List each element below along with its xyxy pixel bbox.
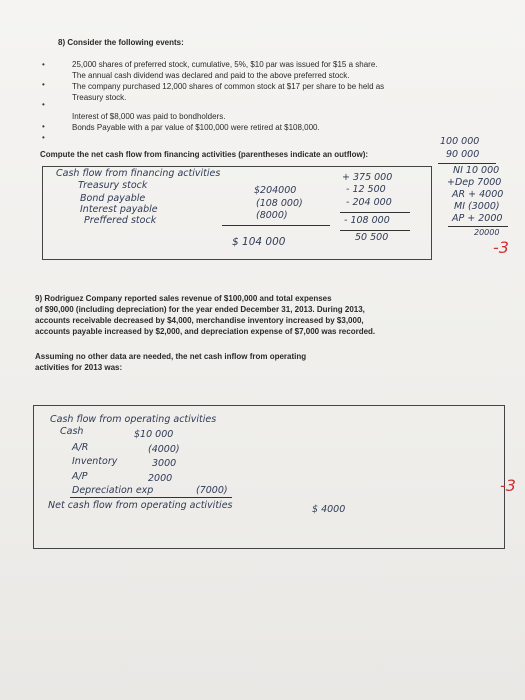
handwritten-value: 2000 [148,473,173,484]
side-calc: - 204 000 [346,197,392,208]
q9-line: 9) Rodriguez Company reported sales revenue of $100,000 and total expenses [35,294,332,303]
bullet: • [42,122,45,131]
underline [340,230,410,231]
handwritten-label: Inventory [72,456,118,467]
handwritten-label: A/P [72,471,88,482]
handwritten-label: A/R [72,442,89,453]
handwritten-label: Treasury stock [78,180,148,191]
q8-header: 8) Consider the following events: [58,38,184,47]
q8-instruction: Compute the net cash flow from financing activities (parentheses indicate an outflow): [40,150,369,159]
handwritten-value: (7000) [196,485,228,496]
bullet: • [42,60,45,69]
handwritten-value: $204000 [254,185,297,196]
margin-calc: 100 000 [440,136,480,147]
margin-calc: AP + 2000 [452,213,503,224]
event-line: Bonds Payable with a par value of $100,000 were retired at $108,000. [72,123,320,132]
underline [222,225,330,226]
handwritten-value: $10 000 [134,429,174,440]
side-calc: - 12 500 [346,184,386,195]
handwritten-value: (108 000) [256,198,303,209]
underline [70,497,232,498]
handwritten-value: (8000) [256,210,288,221]
side-calc: - 108 000 [344,215,390,226]
handwritten-label: Cash [60,426,84,437]
margin-calc: MI (3000) [454,201,500,212]
handwritten-label: Bond payable [80,193,146,204]
margin-calc: 90 000 [446,149,480,160]
handwritten-label: Interest payable [80,204,158,215]
margin-calc: NI 10 000 [453,165,500,176]
underline [438,163,496,164]
side-calc: + 375 000 [342,172,393,183]
handwritten-title: Cash flow from operating activities [50,414,217,425]
handwritten-title: Cash flow from financing activities [56,168,221,179]
event-line: The company purchased 12,000 shares of common stock at $17 per share to be held as [72,82,385,91]
bullet: • [42,133,45,142]
answer-box [33,405,505,549]
handwritten-value: (4000) [148,444,180,455]
event-line: Treasury stock. [72,93,127,102]
handwritten-label: Depreciation exp [72,485,154,496]
handwritten-value: $ 4000 [312,504,346,515]
margin-calc: AR + 4000 [452,189,504,200]
margin-calc: 20000 [474,228,500,237]
bullet: • [42,100,45,109]
q9-question: activities for 2013 was: [35,363,123,372]
side-calc: 50 500 [355,232,389,243]
event-line: The annual cash dividend was declared and paid to the above preferred stock. [72,71,350,80]
handwritten-value: 3000 [152,458,177,469]
grader-mark: -3 [493,238,509,257]
q9-line: of $90,000 (including depreciation) for the year ended December 31, 2013. During 2013, [35,305,365,314]
handwritten-total: $ 104 000 [232,236,286,248]
bullet: • [42,80,45,89]
underline [340,212,410,213]
q9-line: accounts payable increased by $2,000, and depreciation expense of $7,000 was recorded. [35,327,376,336]
margin-calc: +Dep 7000 [447,177,502,188]
event-line: Interest of $8,000 was paid to bondholders. [72,112,226,121]
q9-line: accounts receivable decreased by $4,000, merchandise inventory increased by $3,000, [35,316,364,325]
handwritten-label: Net cash flow from operating activities [48,500,233,511]
q9-question: Assuming no other data are needed, the net cash inflow from operating [35,352,307,361]
handwritten-label: Preffered stock [84,215,157,226]
grader-mark: -3 [500,476,516,495]
event-line: 25,000 shares of preferred stock, cumulative, 5%, $10 par was issued for $15 a share. [72,60,378,69]
